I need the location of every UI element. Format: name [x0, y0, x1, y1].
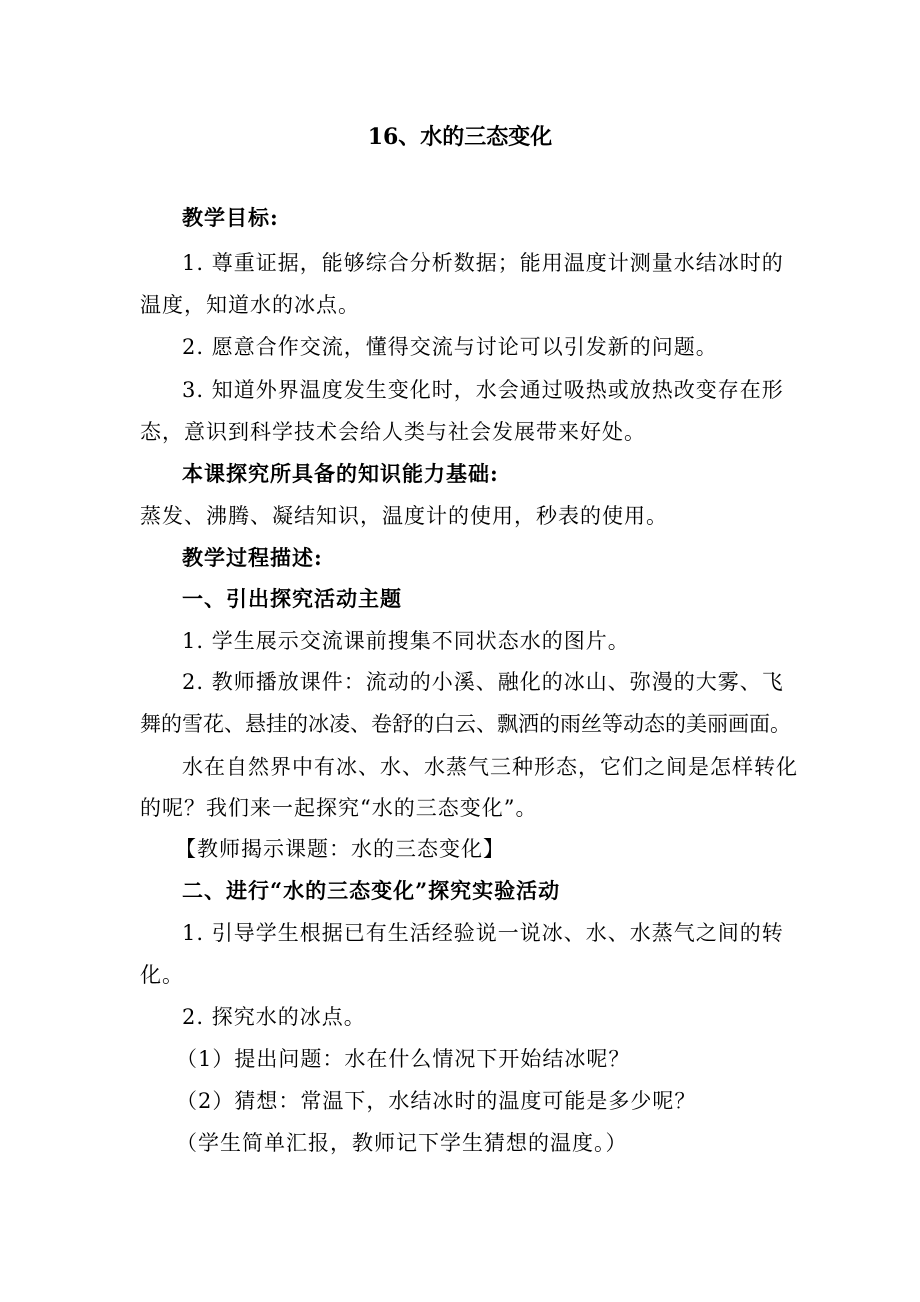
knowledge-basis-text: 蒸发、沸腾、凝结知识，温度计的使用，秒表的使用。	[140, 504, 668, 528]
document-title: 16、水的三态变化	[367, 124, 553, 150]
goal-3-line-2: 态，意识到科学技术会给人类与社会发展带来好处。	[140, 420, 646, 444]
heading-knowledge-basis: 本课探究所具备的知识能力基础:	[182, 461, 499, 486]
heading-section-1: 一、引出探究活动主题	[182, 586, 402, 611]
goal-1-line-2: 温度，知道水的冰点。	[140, 293, 360, 317]
goal-2: 2. 愿意合作交流，懂得交流与讨论可以引发新的问题。	[182, 335, 718, 359]
section-2-item-2: 2. 探究水的冰点。	[182, 1005, 366, 1029]
heading-process: 教学过程描述:	[182, 545, 323, 570]
paragraph-line-2: 的呢？我们来一起探究“水的三态变化”。	[140, 796, 538, 820]
question-1: （1）提出问题：水在什么情况下开始结冰呢？	[176, 1047, 631, 1071]
paragraph-line-1: 水在自然界中有冰、水、水蒸气三种形态，它们之间是怎样转化	[182, 755, 798, 779]
topic-reveal: 【教师揭示课题：水的三态变化】	[175, 837, 505, 861]
question-2: （2）猜想：常温下，水结冰时的温度可能是多少呢？	[176, 1089, 697, 1113]
section-2-item-1-line-1: 1. 引导学生根据已有生活经验说一说冰、水、水蒸气之间的转	[182, 921, 784, 945]
goal-3-line-1: 3. 知道外界温度发生变化时，水会通过吸热或放热改变存在形	[182, 378, 784, 402]
heading-section-2: 二、进行“水的三态变化”探究实验活动	[182, 878, 561, 903]
section-1-item-1: 1. 学生展示交流课前搜集不同状态水的图片。	[182, 629, 630, 653]
heading-teaching-goals: 教学目标:	[182, 205, 279, 230]
section-2-item-1-line-2: 化。	[140, 963, 184, 987]
student-report-note: （学生简单汇报，教师记下学生猜想的温度。）	[176, 1131, 628, 1155]
section-1-item-2-line-2: 舞的雪花、悬挂的冰凌、卷舒的白云、飘洒的雨丝等动态的美丽画面。	[140, 712, 791, 736]
section-1-item-2-line-1: 2. 教师播放课件：流动的小溪、融化的冰山、弥漫的大雾、飞	[182, 670, 784, 694]
goal-1-line-1: 1. 尊重证据，能够综合分析数据；能用温度计测量水结冰时的	[182, 251, 784, 275]
